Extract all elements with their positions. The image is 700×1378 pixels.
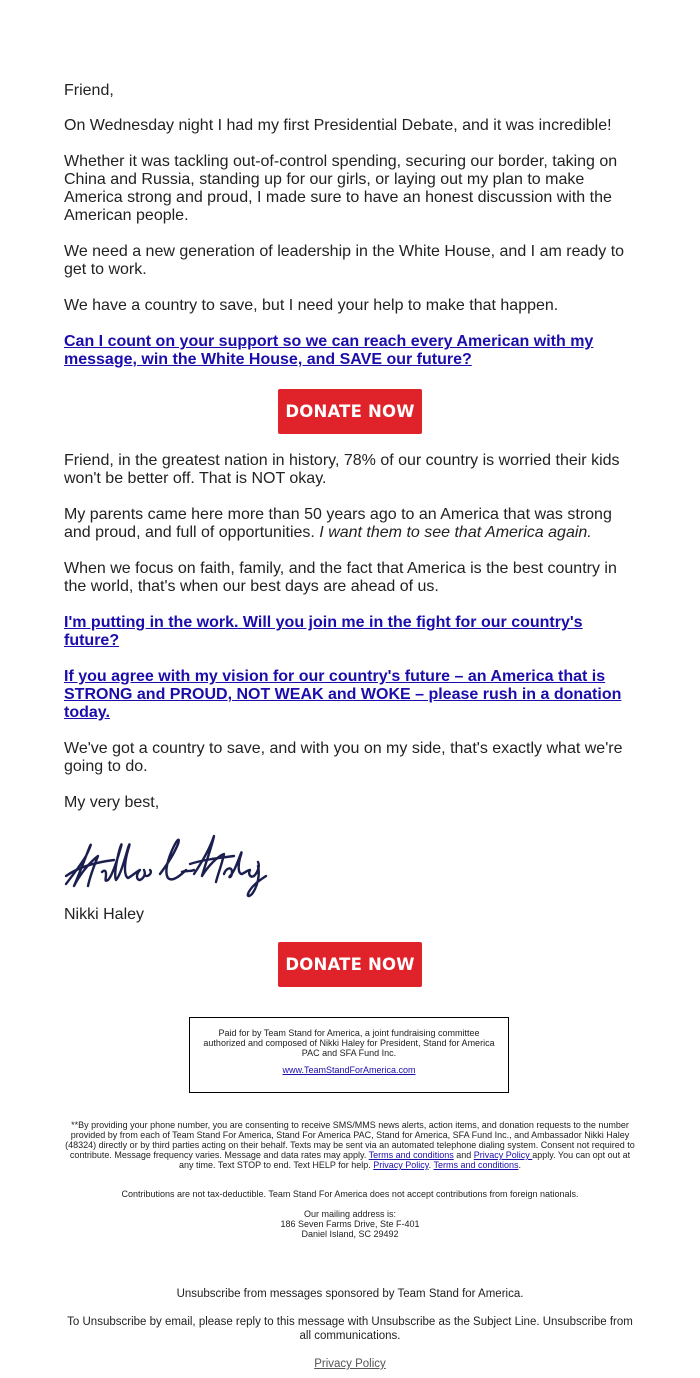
donate-now-button-top[interactable]: DONATE NOW [278,389,422,434]
paragraph-faith: When we focus on faith, family, and the fact that America is the best country in the world, that's when our best days are ahead of us. [64,560,617,595]
privacy-policy-link-sms-2[interactable]: Privacy Policy [373,1160,429,1170]
paragraph-leadership: We need a new generation of leadership in the White House, and I am ready to get to work. [64,243,625,278]
footer-privacy [64,1357,636,1371]
paid-for-text: Paid for by Team Stand for America, a joint fundraising committee authorized and composed of Nikki Haley for President, Stand for America PAC and SFA Fund Inc. [203,1028,495,1058]
mailing-address-line1: 186 Seven Farms Drive, Ste F-401 [280,1219,420,1229]
mailing-address [64,1209,636,1239]
paragraph-issues: Whether it was tackling out-of-control spending, securing our border, taking on China and Russia, standing up for our girls, or laying out my plan to make America strong and proud, I made sure to have an honest discussion with the American people. [64,153,618,224]
join-fight-link[interactable]: I'm putting in the work. Will you join me in the fight for our country's future? [64,614,583,649]
signature-image [62,826,268,904]
paragraph-nation: Friend, in the greatest nation in history, 78% of our country is worried their kids won't be better off. That is NOT okay. [64,452,620,487]
paragraph-parents-italic: I want them to see that America again. [319,524,592,541]
privacy-policy-link-footer[interactable]: Privacy Policy [314,1358,386,1370]
privacy-policy-link-sms[interactable]: Privacy Policy [473,1150,533,1160]
letter-body-continued [64,452,636,830]
vision-donation-link[interactable]: If you agree with my vision for our country's future – an America that is STRONG and PROUD, NOT WEAK and WOKE – please rush in a donation today. [64,668,622,721]
team-stand-for-america-link[interactable]: www.TeamStandForAmerica.com [282,1065,416,1075]
separator-text: . [428,1160,434,1170]
paragraph-parents-text: My parents came here more than 50 years ago to an America that was strong and proud, and full of opportunities. [64,506,612,541]
letter-body [64,82,636,387]
mailing-address-label: Our mailing address is: [303,1209,397,1219]
terms-conditions-link-2[interactable]: Terms and conditions [433,1160,519,1170]
paragraph-debate: On Wednesday night I had my first Presidential Debate, and it was incredible! [64,117,612,134]
contributions-disclaimer: Contributions are not tax-deductible. Team Stand For America does not accept contributions from foreign nationals. [121,1189,579,1199]
paid-for-disclaimer-box [189,1017,509,1093]
closing: My very best, [64,794,160,811]
greeting: Friend, [64,82,114,99]
sms-consent-fine-print [64,1120,636,1170]
unsubscribe-email-text: To Unsubscribe by email, please reply to this message with Unsubscribe as the Subject Line. Unsubscribe from all communications. [67,1316,633,1342]
donate-button-container-top [0,389,700,434]
terms-conditions-link[interactable]: Terms and conditions [368,1150,454,1160]
support-link[interactable]: Can I count on your support so we can reach every American with my message, win the White House, and SAVE our future? [64,333,594,368]
paragraph-save-country: We've got a country to save, and with you on my side, that's exactly what we're going to do. [64,740,623,775]
sms-consent-text-end: apply. You can opt out at any time. Text STOP to end. Text HELP for help. [178,1150,631,1170]
donate-button-container-bottom [0,942,700,987]
period-text: . [518,1160,522,1170]
sms-consent-text: **By providing your phone number, you are consenting to receive SMS/MMS news alerts, action items, and donation requests to the number provided by from each of Team Stand For America, Stand For America PAC, Stand for America, SFA Fund Inc., and Ambassador Nikki Haley (48324) directly or by third parties acting on their behalf. Texts may be sent via an automated telephone dialing system. Consent not required to contribute. Message frequency varies. Message and data rates may apply. [65,1120,635,1160]
mailing-address-line2: Daniel Island, SC 29492 [301,1229,399,1239]
unsubscribe-sponsored-text: Unsubscribe from messages sponsored by Team Stand for America. [176,1288,524,1300]
paragraph-parents [64,506,636,542]
and-text: and [453,1150,474,1160]
signature-name: Nikki Haley [64,906,145,923]
donate-now-button-bottom[interactable]: DONATE NOW [278,942,422,987]
paragraph-country: We have a country to save, but I need your help to make that happen. [64,297,559,314]
